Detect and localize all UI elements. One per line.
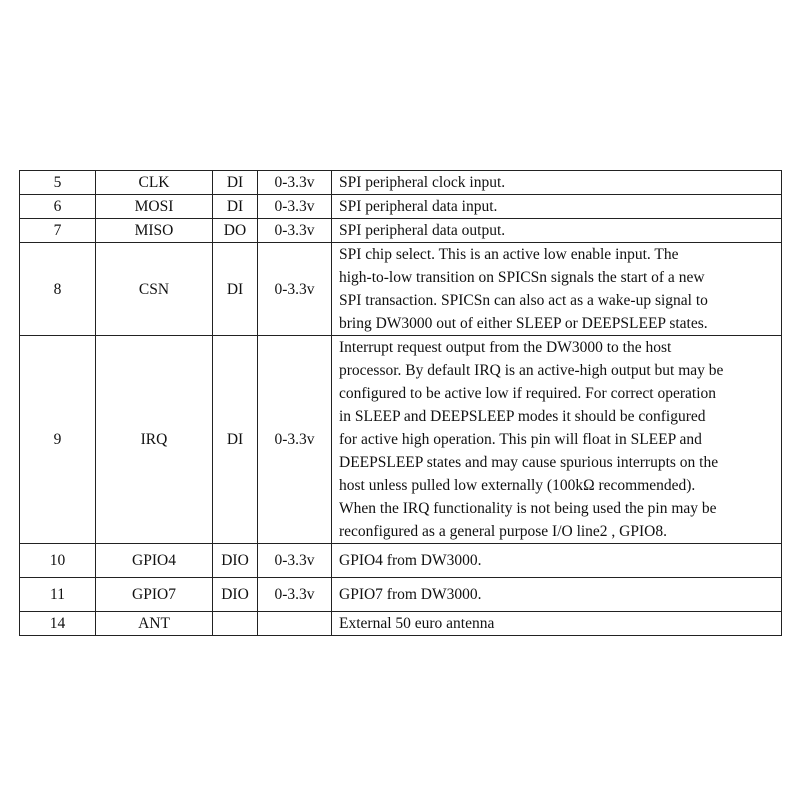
pin-voltage: 0-3.3v	[258, 336, 332, 544]
pin-number: 7	[20, 219, 96, 243]
pin-voltage: 0-3.3v	[258, 219, 332, 243]
pin-description: GPIO7 from DW3000.	[332, 578, 782, 612]
table-row-pin-5	[20, 171, 782, 195]
pin-number: 10	[20, 544, 96, 578]
pin-voltage: 0-3.3v	[258, 578, 332, 612]
pin-description: SPI peripheral data output.	[332, 219, 782, 243]
table-row-pin-14	[20, 612, 782, 636]
table-row-pin-7	[20, 219, 782, 243]
pin-name: ANT	[96, 612, 213, 636]
pin-voltage: 0-3.3v	[258, 544, 332, 578]
pin-number: 5	[20, 171, 96, 195]
pin-description: Interrupt request output from the DW3000 to the host processor. By default IRQ is an active-high output but may be configured to be active low if required. For correct operation in SLEEP and DEEPSLEEP modes it should be configured for active high operation. This pin will float in SLEEP and DEEPSLEEP states and may cause spurious interrupts on the host unless pulled low externally (100kΩ recommended). When the IRQ functionality is not being used the pin may be reconfigured as a general purpose I/O line2 , GPIO8.	[332, 336, 782, 544]
pin-description: SPI peripheral clock input.	[332, 171, 782, 195]
table-row-pin-8	[20, 243, 782, 336]
pin-description: SPI peripheral data input.	[332, 195, 782, 219]
pin-name: IRQ	[96, 336, 213, 544]
table-row-pin-11	[20, 578, 782, 612]
pin-name: CSN	[96, 243, 213, 336]
pin-number: 11	[20, 578, 96, 612]
pin-voltage: 0-3.3v	[258, 171, 332, 195]
pin-description: External 50 euro antenna	[332, 612, 782, 636]
pin-type: DO	[213, 219, 258, 243]
pin-description-table	[19, 170, 782, 636]
pin-name: MISO	[96, 219, 213, 243]
pin-type: DIO	[213, 544, 258, 578]
pin-number: 9	[20, 336, 96, 544]
pin-name: CLK	[96, 171, 213, 195]
pin-voltage: 0-3.3v	[258, 195, 332, 219]
table-row-pin-9	[20, 336, 782, 544]
pin-name: MOSI	[96, 195, 213, 219]
pin-type: DI	[213, 336, 258, 544]
pin-voltage	[258, 612, 332, 636]
pin-type	[213, 612, 258, 636]
pin-type: DI	[213, 171, 258, 195]
table-row-pin-10	[20, 544, 782, 578]
pin-type: DIO	[213, 578, 258, 612]
pin-name: GPIO4	[96, 544, 213, 578]
pin-type: DI	[213, 243, 258, 336]
pin-number: 8	[20, 243, 96, 336]
pin-name: GPIO7	[96, 578, 213, 612]
table-row-pin-6	[20, 195, 782, 219]
pin-description: GPIO4 from DW3000.	[332, 544, 782, 578]
pin-number: 6	[20, 195, 96, 219]
pin-description: SPI chip select. This is an active low enable input. The high-to-low transition on SPICSn signals the start of a new SPI transaction. SPICSn can also act as a wake-up signal to bring DW3000 out of either SLEEP or DEEPSLEEP states.	[332, 243, 782, 336]
pin-number: 14	[20, 612, 96, 636]
pin-voltage: 0-3.3v	[258, 243, 332, 336]
pin-type: DI	[213, 195, 258, 219]
